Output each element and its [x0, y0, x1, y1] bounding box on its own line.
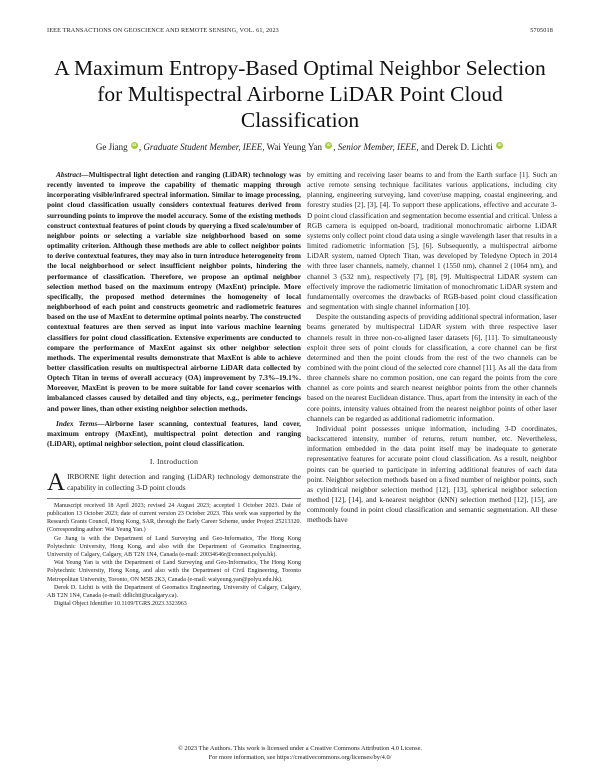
footnote: Derek D. Lichti is with the Department of Geomatics Engineering, University of Calgary, Calgary, AB T2N 1N4, Canada (e-mail: ddlichti@ucalgary.ca).	[47, 584, 301, 599]
left-column	[47, 170, 301, 608]
license-notice	[30, 744, 570, 762]
article-number: 5705018	[530, 27, 553, 34]
author-name: Ge Jiang	[95, 142, 128, 152]
author-name: and Derek D. Lichti	[420, 142, 493, 152]
index-terms-label: Index Terms—	[56, 418, 105, 428]
intro-paragraph	[47, 469, 301, 497]
intro-text: IRBORNE light detection and ranging (LiDAR) technology demonstrate the capability in collecting 3-D point clouds	[67, 472, 301, 492]
author-affil-role: , Senior Member, IEEE,	[333, 142, 419, 152]
orcid-icon[interactable]	[496, 142, 503, 149]
right-column	[307, 170, 557, 525]
section-heading: I. Introduction	[149, 457, 199, 467]
author-name: Wai Yeung Yan	[266, 142, 322, 152]
paper-title: A Maximum Entropy-Based Optimal Neighbor Selection for Multispectral Airborne LiDAR Point Cloud Classification	[54, 56, 546, 132]
abstract	[47, 170, 301, 414]
journal-name: IEEE TRANSACTIONS ON GEOSCIENCE AND REMOTE SENSING, VOL. 61, 2023	[47, 27, 279, 34]
author-line	[30, 141, 570, 153]
body-paragraph: by emitting and receiving laser beams to and from the Earth surface [1]. Such an active remote sensing technique facilitates various applications, including city planning, engineering surveying, land cover/use mapping, coastal engineering, and forestry studies [2], [3], [4]. To support these applications, effective and accurate 3-D point cloud classification and segmentation become essential and critical. Unless a RGB camera is equipped on-board, traditional monochromatic airborne LiDAR systems only collect point cloud data using a single wavelength laser that results in a limited radiometric information [5], [6]. Subsequently, a multispectral airborne LiDAR system, named Optech Titan, was developed by Teledyne Optech in 2014 with three laser channels, namely, channel 1 (1550 nm), channel 2 (1064 nm), and channel 3 (532 nm), respectively [7], [8], [9]. Multispectral LiDAR system can effectively improve the radiometric limitation of monochromatic LiDAR system and fundamentally overcomes the drawbacks of RGB-based point cloud classification and segmentation with single channel information [10].	[307, 170, 557, 312]
footnotes	[47, 498, 301, 609]
orcid-icon[interactable]	[325, 142, 332, 149]
body-paragraph: Despite the outstanding aspects of providing additional spectral information, laser beams generated by multispectral LiDAR system with three respective laser channels result in three non-co-aligned laser datasets [6], [11]. To simultaneously exploit three sets of point clouds for classification, a core channel can be first determined and then the point clouds from the rest of the two channels can be combined with the point cloud of the selected core channel [11]. As all the data from three channels share no common position, one can regard the points from the core channel as core points and search nearest neighbor points from the other channels based on the nearest Euclidean distance. Thus, apart from the intensity in each of the core points, intensity values obtained from the nearest neighbor points of other laser channels can be regarded as additional radiometric information.	[307, 312, 557, 423]
license-line: © 2023 The Authors. This work is licensed under a Creative Commons Attribution 4.0 License.	[177, 745, 423, 752]
index-terms	[47, 419, 301, 449]
abstract-label: Abstract—	[56, 170, 89, 179]
license-link[interactable]: For more information, see https://creativecommons.org/licenses/by/4.0/	[208, 754, 392, 761]
footnote-doi[interactable]: Digital Object Identifier 10.1109/TGRS.2023.3323963	[54, 601, 187, 608]
body-paragraph: Individual point possesses unique information, including 3-D coordinates, backscattered intensity, number of returns, return number, etc. Nevertheless, information embedded in the data point itself may be inadequate to generate representative features for accurate point cloud classification. As a result, neighbor points can be queried to participate in inferring additional features of each data point. Neighbor selection methods based on a fixed number of neighbor points, such as cylindrical neighbor selection method [12], [13], spherical neighbor selection method [12], [14], and k-nearest neighbor (kNN) selection method [12], [15], are commonly found in point cloud classification and semantic segmentation. All these methods have	[307, 423, 557, 525]
footnote: Ge Jiang is with the Department of Land Surveying and Geo-Informatics, The Hong Kong Polytechnic University, Hong Kong, and also with the Department of Geomatics Engineering, University of Calgary, Calgary, AB T2N 1N4, Canada (e-mail: 20034646r@connect.polyu.hk).	[47, 535, 301, 558]
footnote: Manuscript received 18 April 2023; revised 24 August 2023; accepted 1 October 2023. Date of publication 13 October 2023; date of current version 23 October 2023. This work was supported by the Research Grants Council, Hong Kong, SAR, through the Early Career Scheme, under Project 25213320. (Corresponding author: Wai Yeung Yan.)	[47, 502, 301, 534]
orcid-icon[interactable]	[131, 142, 138, 149]
abstract-text: Multispectral light detection and ranging (LiDAR) technology was recently invented to improve the capability of thematic mapping through incorporating visible/infrared spectral information. Similar to image processing, point cloud classification usually considers contextual features derived from surrounding points to improve the model accuracy. Some of the existing methods construct contextual features of point clouds by querying a fixed scale/number of neighbor points or selecting a variable size neighborhood based on some optimality criterion. Although these methods are able to collect neighbor points to derive contextual features, they may also in turn introduce heterogeneity from the local neighborhood or select insufficient neighbor points, hindering the performance of classification. Therefore, we propose an optimal neighbor selection method based on the maximum entropy (MaxEnt) principle. More specifically, the proposed method determines the homogeneity of local neighborhood of each point and constructs geometric and radiometric features based on the use of MaxEnt to determine optimal points nearby. The constructed contextual features are then served as input into various machine learning classifiers for point cloud classification. Extensive experiments are conducted to compare the performance of MaxEnt against six other neighbor selection methods. The experimental results demonstrate that MaxEnt is able to achieve better classification results on multispectral airborne LiDAR data collected by Optech Titan in terms of overall accuracy (OA) improvement by 7.3%–19.1%. Moreover, MaxEnt is proven to be more suitable for land cover scenarios with imbalanced classes caused by detailed and tiny objects, e.g., perimeter fencings and power lines, than other existing neighbor selection methods.	[47, 170, 301, 413]
drop-cap: A	[47, 469, 66, 497]
running-header	[47, 27, 553, 37]
author-affil-role: , Graduate Student Member, IEEE,	[138, 142, 265, 152]
index-terms-text: Airborne laser scanning, contextual features, land cover, maximum entropy (MaxEnt), multispectral point detection and ranging (LiDAR), optimal neighbor selection, point cloud classification.	[47, 418, 301, 449]
footnote: Wai Yeung Yan is with the Department of Land Surveying and Geo-Informatics, The Hong Kong Polytechnic University, Hong Kong, and also with the Department of Civil Engineering, Toronto Metropolitan University, Toronto, ON M5B 2K3, Canada (e-mail: waiyeung.yan@polyu.edu.hk).	[47, 560, 301, 583]
